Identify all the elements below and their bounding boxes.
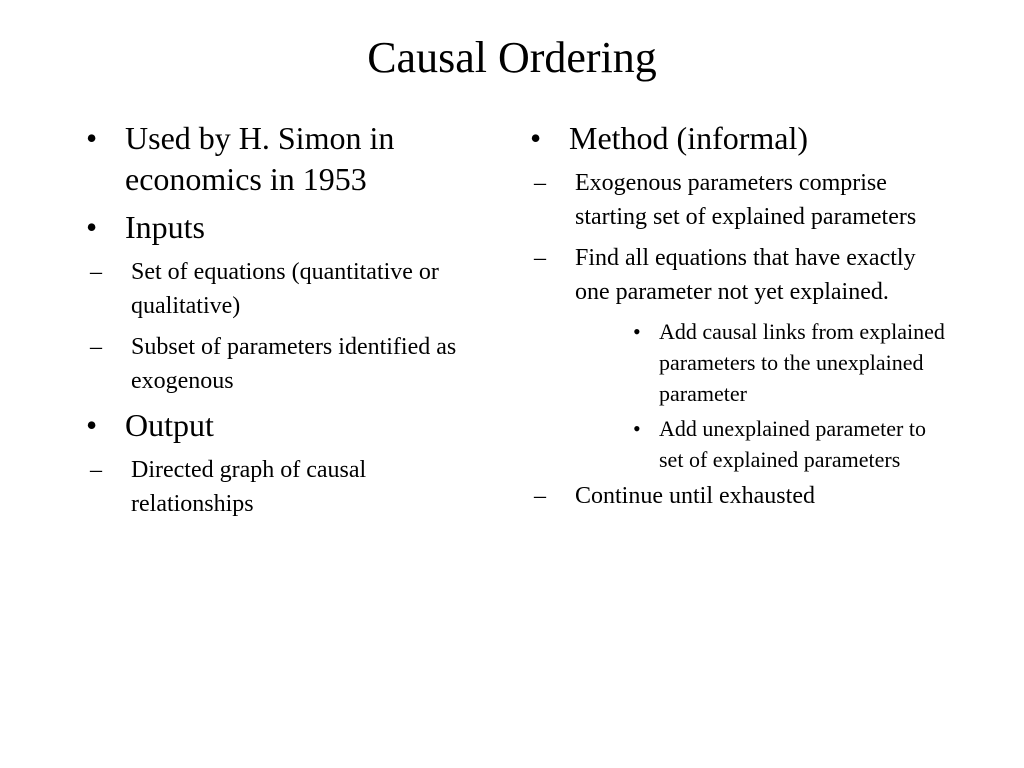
bullet-text: Method (informal): [569, 120, 809, 156]
sub-bullet-text: Directed graph of causal relationships: [131, 457, 367, 517]
sub-bullet-item: [86, 255, 486, 323]
slide-title: Causal Ordering: [367, 33, 657, 82]
sub-bullet-text: Exogenous parameters comprise starting set of explained parameters: [575, 170, 917, 230]
dash-marker: –: [90, 334, 102, 360]
bullet-item: [530, 118, 950, 159]
dash-marker: –: [534, 245, 546, 271]
right-column: [530, 118, 950, 520]
bullet-marker: •: [530, 120, 542, 156]
sub-sub-bullet-text: Add causal links from explained parameters to the unexplained parameter: [659, 319, 945, 406]
bullet-marker: •: [86, 407, 98, 443]
sub-bullet-text: Continue until exhausted: [575, 483, 815, 509]
bullet-item: [86, 118, 486, 200]
bullet-text: Used by H. Simon in economics in 1953: [125, 120, 395, 197]
sub-sub-bullet-item: [530, 316, 950, 409]
sub-bullet-item: [530, 166, 950, 234]
sub-sub-bullet-item: [530, 413, 950, 475]
sub-bullet-item: [530, 479, 950, 513]
sub-bullet-text: Set of equations (quantitative or qualitative): [131, 259, 439, 319]
sub-bullet-item: [530, 241, 950, 309]
dash-marker: –: [534, 483, 546, 509]
left-column: [86, 118, 486, 528]
bullet-marker: •: [86, 209, 98, 245]
sub-bullet-item: [86, 453, 486, 521]
dash-marker: –: [90, 457, 102, 483]
bullet-item: [86, 207, 486, 248]
sub-bullet-text: Find all equations that have exactly one parameter not yet explained.: [575, 245, 916, 305]
bullet-text: Inputs: [125, 209, 205, 245]
bullet-marker: •: [86, 120, 98, 156]
sub-bullet-text: Subset of parameters identified as exogenous: [131, 334, 457, 394]
sub-sub-bullet-text: Add unexplained parameter to set of explained parameters: [659, 416, 926, 472]
bullet-text: Output: [125, 407, 214, 443]
bullet-marker: •: [633, 319, 641, 344]
sub-bullet-item: [86, 330, 486, 398]
dash-marker: –: [534, 170, 546, 196]
dash-marker: –: [90, 259, 102, 285]
bullet-item: [86, 405, 486, 446]
bullet-marker: •: [633, 416, 641, 441]
